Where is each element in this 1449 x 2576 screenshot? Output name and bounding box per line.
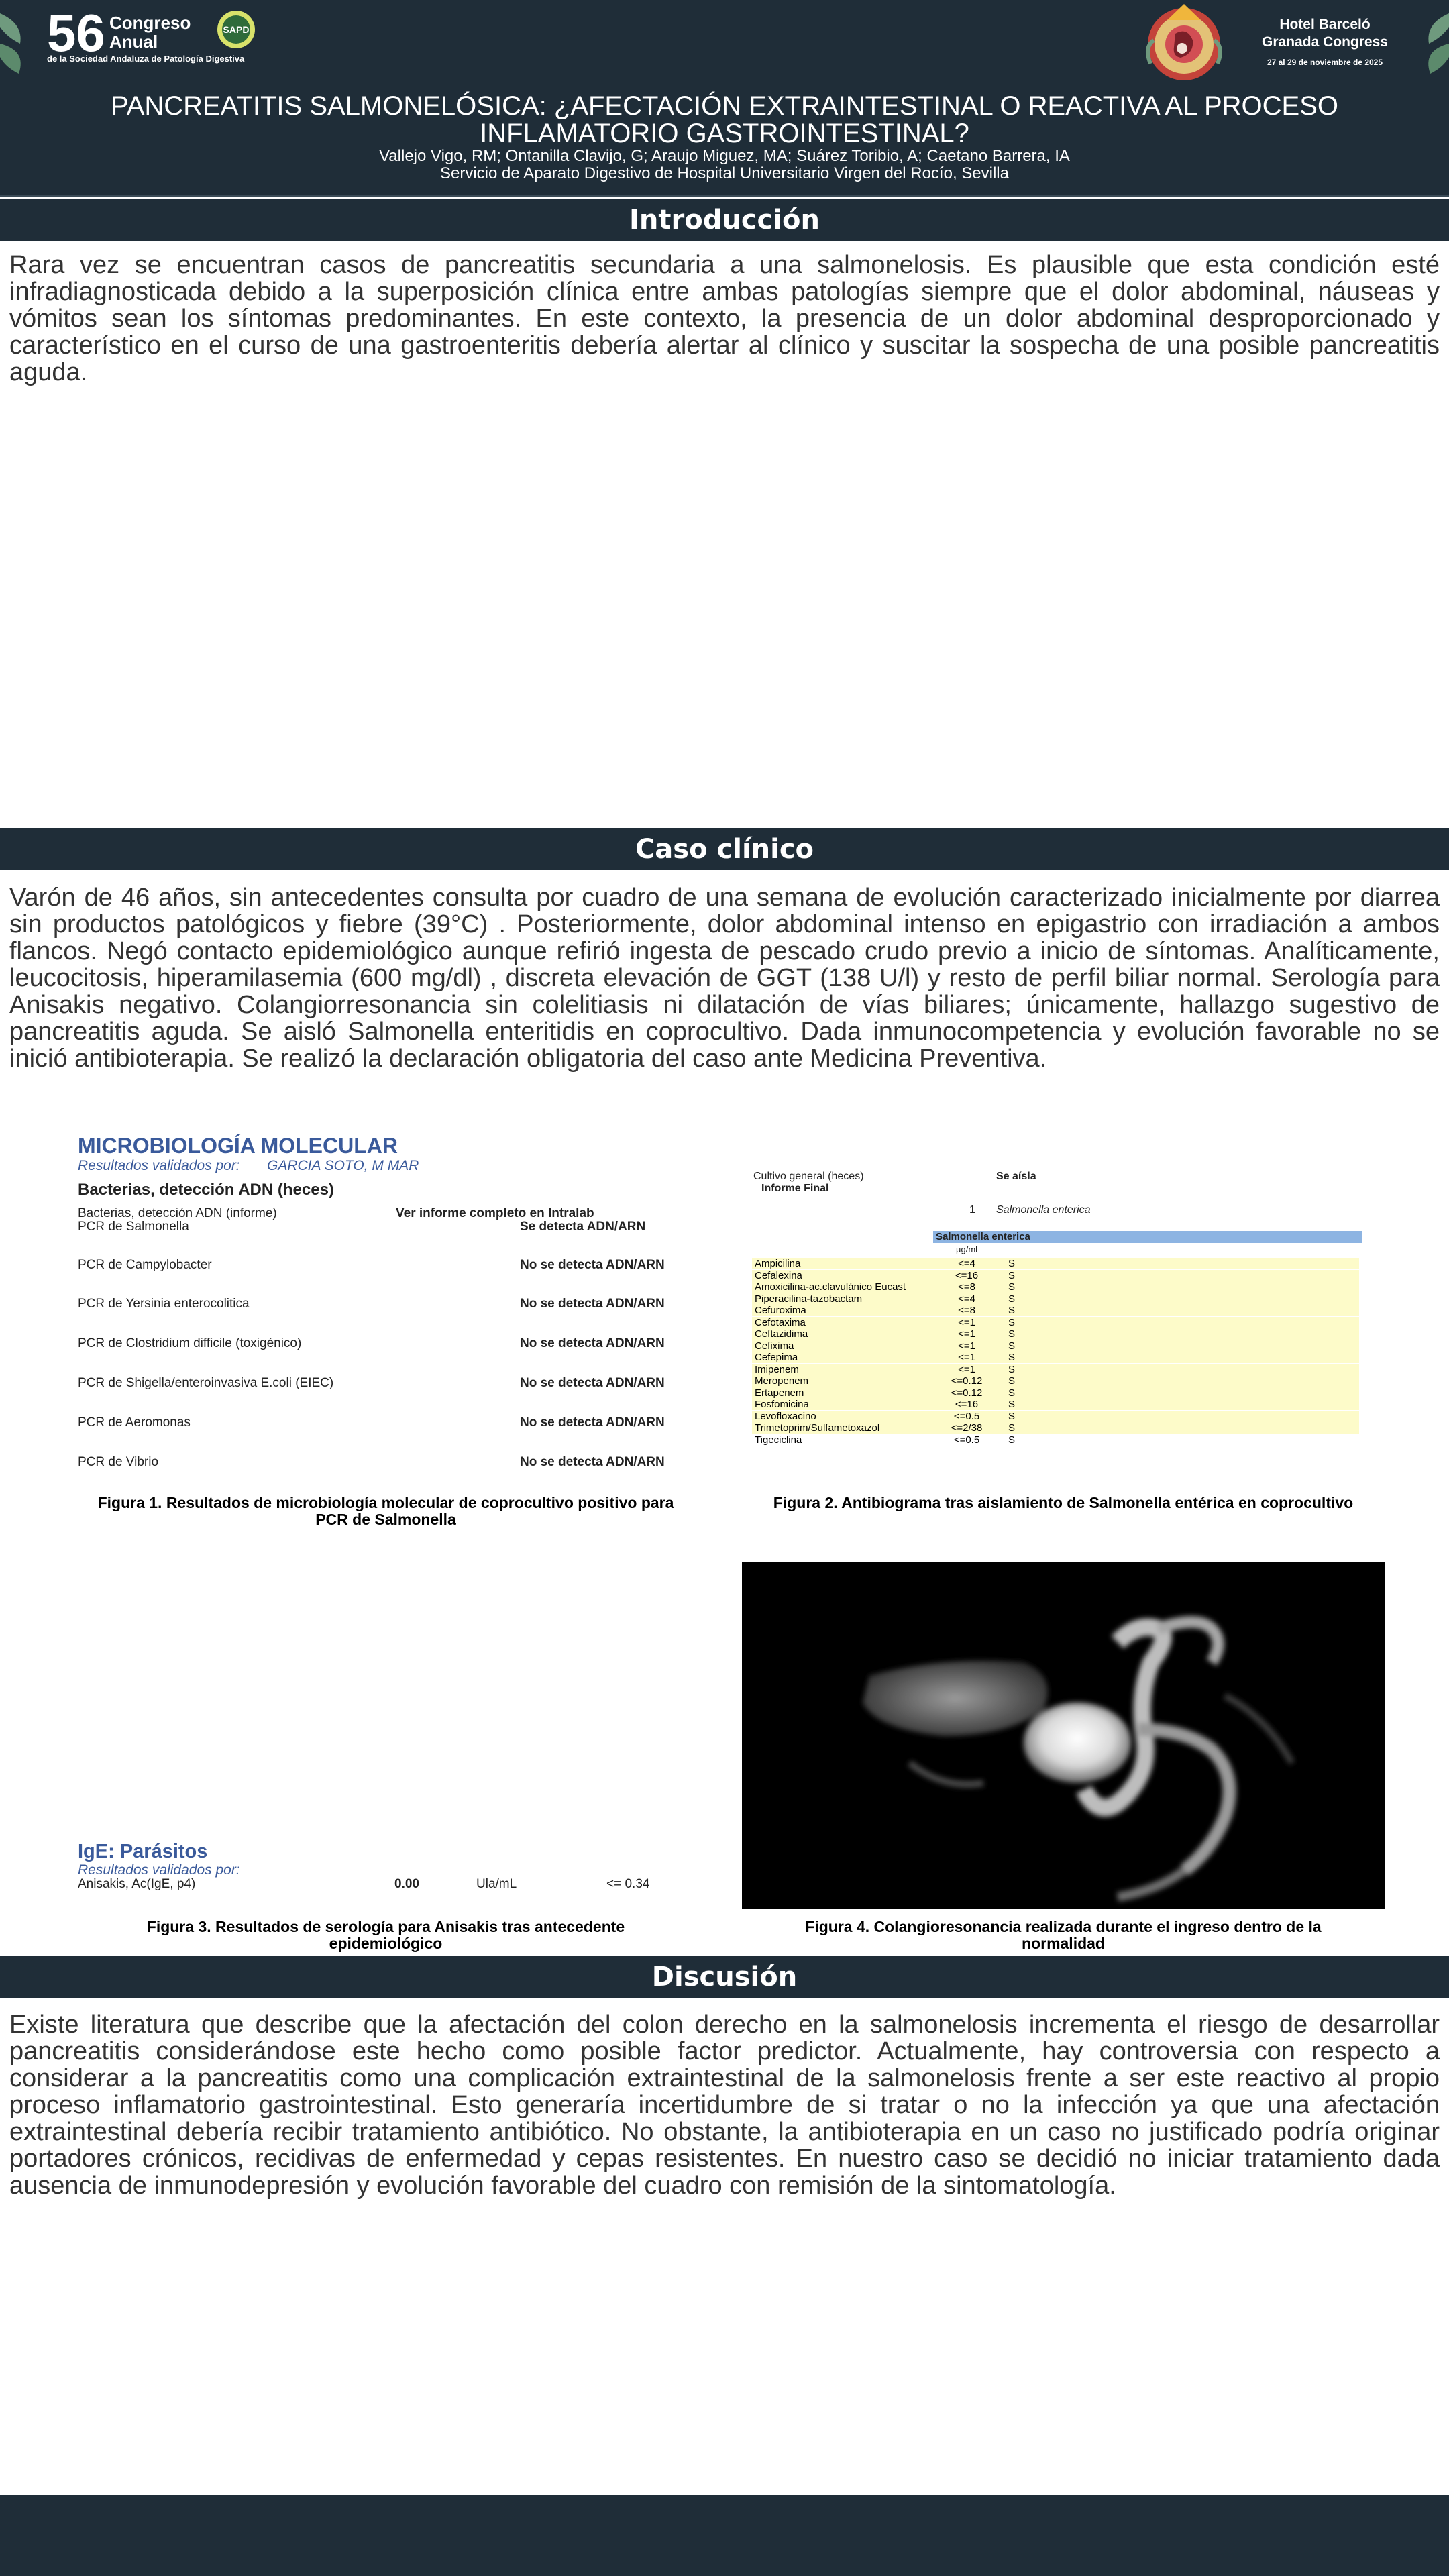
fig1-validated-label: Resultados validados por: bbox=[78, 1158, 240, 1173]
susceptibility: S bbox=[1008, 1258, 1016, 1269]
mic-value: <=0.5 bbox=[953, 1434, 980, 1446]
antibiotic-name: Piperacilina-tazobactam bbox=[755, 1293, 863, 1305]
mic-value: <=1 bbox=[958, 1363, 975, 1375]
congress-word: Congreso bbox=[109, 13, 191, 33]
fig1-informe-label: Bacterias, detección ADN (informe) bbox=[78, 1206, 277, 1220]
antibiotic-name: Ampicilina bbox=[755, 1258, 801, 1269]
susceptibility: S bbox=[1008, 1352, 1016, 1363]
sapd-logo-icon bbox=[216, 9, 256, 50]
figure-3 bbox=[74, 1831, 698, 1892]
congress-number: 56 bbox=[47, 3, 105, 62]
antibiogram-row bbox=[752, 1399, 1359, 1410]
fig2-culture-label: Cultivo general (heces) bbox=[753, 1171, 864, 1182]
fig1-test-result: No se detecta ADN/ARN bbox=[520, 1336, 665, 1350]
fig2-isolate-num: 1 bbox=[969, 1204, 975, 1216]
figure-4-mrcp-image bbox=[742, 1562, 1385, 1909]
mic-value: <=1 bbox=[958, 1352, 975, 1363]
leaf-decoration-icon bbox=[0, 7, 27, 80]
susceptibility: S bbox=[1008, 1422, 1016, 1434]
antibiogram-row bbox=[752, 1293, 1359, 1305]
poster-header bbox=[0, 0, 1449, 195]
case-paragraph: Varón de 46 años, sin antecedentes consulta por cuadro de una semana de evolución caracterizado inicialmente por diarrea sin productos patológicos y fiebre (39°C) . Posteriormente, dolor abdominal intenso en epigastrio con irradiación a ambos flancos. Negó contacto epidemiológico aunque refirió ingesta de pescado crudo previo a inicio de síntomas. Analíticamente, leucocitosis, hiperamilasemia (600 mg/dl) , discreta elevación de GGT (138 U/l) y resto de perfil biliar normal. Serología para Anisakis negativo. Colangiorresonancia sin colelitiasis ni dilatación de vías biliares; únicamente, hallazgo sugestivo de pancreatitis aguda. Se aisló Salmonella enteritidis en coprocultivo. Dada inmunocompetencia y evolución favorable no se inició antibioterapia. Se realizó la declaración obligatoria del caso ante Medicina Preventiva. bbox=[9, 883, 1440, 1073]
antibiogram-row bbox=[752, 1352, 1359, 1363]
mic-value: <=16 bbox=[955, 1399, 979, 1410]
mic-value: <=1 bbox=[958, 1340, 975, 1352]
authors-list: Vallejo Vigo, RM; Ontanilla Clavijo, G; Araujo Miguez, MA; Suárez Toribio, A; Caetano Barrera, IA bbox=[379, 147, 1070, 165]
mic-value: <=4 bbox=[958, 1258, 975, 1269]
fig1-test-name: PCR de Yersinia enterocolitica bbox=[78, 1297, 250, 1311]
figure-4-caption: Figura 4. Colangioresonancia realizada durante el ingreso dentro de la normalidad bbox=[805, 1918, 1322, 1952]
fig1-test-name: PCR de Vibrio bbox=[78, 1455, 159, 1469]
antibiogram-row bbox=[752, 1364, 1359, 1375]
fig1-test-result: No se detecta ADN/ARN bbox=[520, 1415, 665, 1430]
antibiogram-row bbox=[752, 1328, 1359, 1340]
antibiogram-row bbox=[752, 1387, 1359, 1399]
congress-society: de la Sociedad Andaluza de Patología Digestiva bbox=[47, 54, 245, 64]
congress-word: Anual bbox=[109, 32, 158, 52]
section-heading-case: Caso clínico bbox=[0, 828, 1449, 870]
affiliation: Servicio de Aparato Digestivo de Hospital Universitario Virgen del Rocío, Sevilla bbox=[440, 164, 1009, 182]
fig1-test-result: No se detecta ADN/ARN bbox=[520, 1455, 665, 1469]
susceptibility: S bbox=[1008, 1363, 1016, 1375]
antibiotic-name: Amoxicilina-ac.clavulánico Eucast bbox=[755, 1281, 906, 1293]
fig3-value: 0.00 bbox=[394, 1877, 419, 1891]
antibiotic-name: Cefepima bbox=[755, 1352, 798, 1363]
susceptibility: S bbox=[1008, 1410, 1016, 1422]
fig1-title: MICROBIOLOGÍA MOLECULAR bbox=[78, 1134, 398, 1158]
fig3-validated-label: Resultados validados por: bbox=[78, 1862, 240, 1878]
figure-1 bbox=[74, 1134, 698, 1469]
susceptibility: S bbox=[1008, 1328, 1016, 1340]
figure-1-caption: Figura 1. Resultados de microbiología molecular de coprocultivo positivo para PCR de Salmonella bbox=[97, 1494, 674, 1528]
fig2-rows bbox=[752, 1258, 1362, 1459]
fig3-unit: Ula/mL bbox=[476, 1877, 517, 1891]
susceptibility: S bbox=[1008, 1316, 1016, 1328]
fig1-test-name: PCR de Clostridium difficile (toxigénico) bbox=[78, 1336, 302, 1350]
fig1-test-result: No se detecta ADN/ARN bbox=[520, 1297, 665, 1311]
venue-block bbox=[1248, 16, 1402, 67]
discussion-paragraph: Existe literatura que describe que la afectación del colon derecho en la salmonelosis incrementa el riesgo de desarrollar pancreatitis considerándose este hecho como posible factor predictor. Actualmente, hay controversia con respecto a considerar a la pancreatitis como una complicación extraintestinal de la salmonelosis frente a ser este reactivo al propio proceso inflamatorio gastrointestinal. Esto generaría incertidumbre de si tratar o no la infección ya que una afectación extraintestinal debería recibir tratamiento antibiótico. No obstante, la antibioterapia en un caso no justificado podría originar portadores crónicos, recidivas de enfermedad y cepas resistentes. En nuestro caso se decidió no iniciar tratamiento dada ausencia de inmunodepresión y evolución favorable del cuadro con remisión de la sintomatología. bbox=[9, 2010, 1440, 2200]
venue-dates: 27 al 29 de noviembre de 2025 bbox=[1267, 58, 1383, 67]
antibiogram-row bbox=[752, 1375, 1359, 1387]
fig1-test-name: PCR de Campylobacter bbox=[78, 1258, 212, 1272]
section-heading-intro: Introducción bbox=[0, 199, 1449, 241]
susceptibility: S bbox=[1008, 1340, 1016, 1352]
poster-title: PANCREATITIS SALMONELÓSICA: ¿AFECTACIÓN EXTRAINTESTINAL O REACTIVA AL PROCESO INFLAMATORIO GASTROINTESTINAL? bbox=[111, 91, 1338, 148]
fig1-test-name: PCR de Shigella/enteroinvasiva E.coli (EIEC) bbox=[78, 1376, 334, 1390]
mic-value: <=0.12 bbox=[951, 1375, 983, 1387]
antibiotic-name: Ceftazidima bbox=[755, 1328, 808, 1340]
mic-value: <=8 bbox=[958, 1281, 975, 1293]
mic-value: <=16 bbox=[955, 1269, 979, 1281]
fig2-final-label: Informe Final bbox=[761, 1183, 829, 1194]
antibiogram-row bbox=[752, 1434, 1359, 1446]
fig1-validated-name: GARCIA SOTO, M MAR bbox=[267, 1158, 419, 1173]
fig3-ref: <= 0.34 bbox=[606, 1877, 650, 1891]
mic-value: <=8 bbox=[958, 1305, 975, 1316]
antibiogram-row bbox=[752, 1422, 1359, 1434]
mic-value: <=1 bbox=[958, 1328, 975, 1340]
antibiogram-row bbox=[752, 1411, 1359, 1422]
antibiotic-name: Trimetoprim/Sulfametoxazol bbox=[755, 1422, 880, 1434]
susceptibility: S bbox=[1008, 1305, 1016, 1316]
figure-2 bbox=[748, 1164, 1365, 1466]
antibiotic-name: Tigeciclina bbox=[755, 1434, 802, 1446]
fig3-title: IgE: Parásitos bbox=[78, 1841, 208, 1862]
antibiogram-row bbox=[752, 1340, 1359, 1352]
antibiogram-row bbox=[752, 1270, 1359, 1281]
fig2-unit: µg/ml bbox=[956, 1244, 978, 1254]
antibiogram-row bbox=[752, 1281, 1359, 1293]
antibiotic-name: Fosfomicina bbox=[755, 1399, 809, 1410]
intro-paragraph: Rara vez se encuentran casos de pancreatitis secundaria a una salmonelosis. Es plausible que esta condición esté infradiagnosticada debido a la superposición clínica entre ambas patologías siempre que el dolor abdominal, náuseas y vómitos sean los síntomas predominantes. En este contexto, la presencia de un dolor abdominal desproporcionado y característico en el curso de una gastroenteritis debería alertar al clínico y suscitar la sospecha de una posible pancreatitis aguda. bbox=[9, 251, 1440, 386]
fig2-organism-header bbox=[933, 1231, 1362, 1243]
figure-3-caption: Figura 3. Resultados de serología para Anisakis tras antecedente epidemiológico bbox=[146, 1918, 625, 1952]
antibiotic-name: Cefalexina bbox=[755, 1269, 802, 1281]
granada-emblem-icon bbox=[1140, 0, 1228, 84]
sapd-text: SAPD bbox=[223, 24, 250, 35]
venue-hotel: Granada Congress bbox=[1262, 34, 1388, 50]
section-heading-discussion: Discusión bbox=[0, 1956, 1449, 1998]
mic-value: <=2/38 bbox=[951, 1422, 983, 1434]
mic-value: <=0.12 bbox=[951, 1387, 983, 1399]
fig1-test-result: No se detecta ADN/ARN bbox=[520, 1258, 665, 1272]
divider bbox=[0, 195, 1449, 197]
susceptibility: S bbox=[1008, 1387, 1016, 1399]
antibiotic-name: Meropenem bbox=[755, 1375, 809, 1387]
fig2-organism-name: Salmonella enterica bbox=[936, 1231, 1030, 1242]
figure-2-caption: Figura 2. Antibiograma tras aislamiento de Salmonella entérica en coprocultivo bbox=[773, 1494, 1354, 1511]
mic-value: <=4 bbox=[958, 1293, 975, 1305]
fig1-test-name: PCR de Salmonella bbox=[78, 1220, 189, 1234]
antibiotic-name: Cefotaxima bbox=[755, 1316, 806, 1328]
antibiogram-row bbox=[752, 1258, 1359, 1269]
fig1-informe-value: Ver informe completo en Intralab bbox=[396, 1206, 594, 1220]
antibiotic-name: Cefuroxima bbox=[755, 1305, 806, 1316]
fig1-test-name: PCR de Aeromonas bbox=[78, 1415, 191, 1430]
fig2-isolate-name: Salmonella enterica bbox=[996, 1204, 1091, 1216]
fig2-culture-value: Se aísla bbox=[996, 1171, 1036, 1182]
antibiotic-name: Imipenem bbox=[755, 1363, 799, 1375]
susceptibility: S bbox=[1008, 1269, 1016, 1281]
antibiotic-name: Levofloxacino bbox=[755, 1410, 816, 1422]
susceptibility: S bbox=[1008, 1375, 1016, 1387]
susceptibility: S bbox=[1008, 1281, 1016, 1293]
fig3-test: Anisakis, Ac(IgE, p4) bbox=[78, 1877, 196, 1891]
mic-value: <=0.5 bbox=[953, 1410, 980, 1422]
poster-footer bbox=[0, 2496, 1449, 2576]
poster-authors bbox=[67, 148, 1382, 182]
fig1-test-result: No se detecta ADN/ARN bbox=[520, 1376, 665, 1390]
susceptibility: S bbox=[1008, 1434, 1016, 1446]
mic-value: <=1 bbox=[958, 1316, 975, 1328]
fig1-section: Bacterias, detección ADN (heces) bbox=[78, 1181, 334, 1199]
antibiogram-row bbox=[752, 1305, 1359, 1316]
fig1-test-result: Se detecta ADN/ARN bbox=[520, 1220, 646, 1234]
antibiogram-row bbox=[752, 1317, 1359, 1328]
leaf-decoration-icon bbox=[1422, 7, 1449, 80]
antibiotic-name: Cefixima bbox=[755, 1340, 794, 1352]
susceptibility: S bbox=[1008, 1293, 1016, 1305]
venue-hotel: Hotel Barceló bbox=[1279, 17, 1371, 32]
antibiotic-name: Ertapenem bbox=[755, 1387, 804, 1399]
susceptibility: S bbox=[1008, 1399, 1016, 1410]
